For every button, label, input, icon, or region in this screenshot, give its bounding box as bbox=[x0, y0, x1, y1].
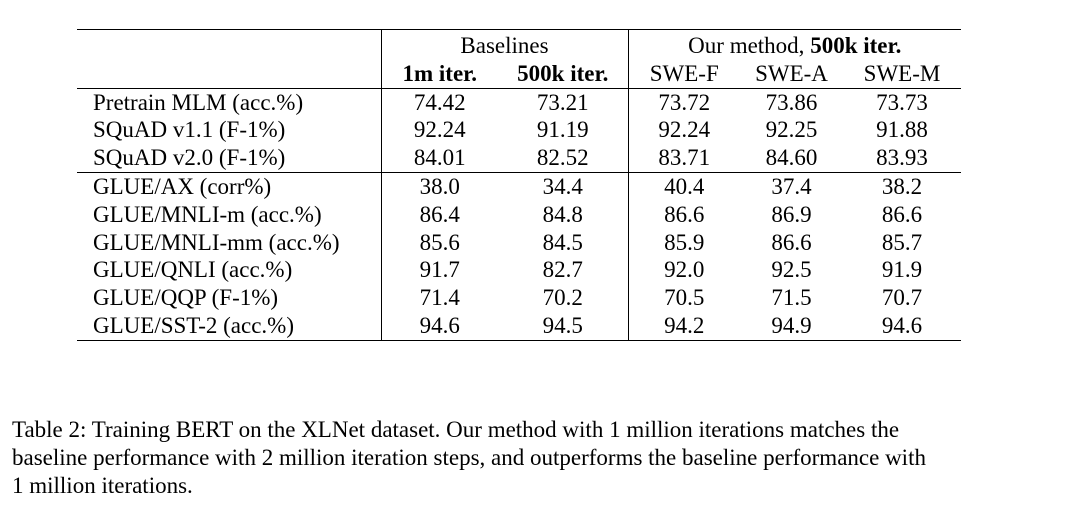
cell-value: 94.9 bbox=[740, 312, 843, 340]
cell-value: 86.4 bbox=[381, 201, 498, 229]
table-caption bbox=[12, 416, 1032, 500]
row-label: SQuAD v2.0 (F-1%) bbox=[93, 145, 286, 171]
table-row bbox=[77, 256, 961, 284]
cell-value: 73.72 bbox=[628, 88, 740, 116]
cell-value: 34.4 bbox=[498, 172, 628, 200]
row-label: GLUE/MNLI-m (acc.%) bbox=[93, 201, 322, 227]
col-header-swe-a: SWE-A bbox=[755, 60, 828, 86]
our-method-label: Our method, bbox=[688, 33, 811, 58]
column-header-row bbox=[77, 60, 961, 88]
cell-value: 40.4 bbox=[628, 172, 740, 200]
cell-value: 85.6 bbox=[381, 229, 498, 257]
group-header-row bbox=[77, 30, 961, 60]
cell-value: 85.9 bbox=[628, 229, 740, 257]
col-header-1m-iter: 1m iter. bbox=[381, 60, 498, 88]
table-row bbox=[77, 229, 961, 257]
cell-value: 91.7 bbox=[381, 256, 498, 284]
our-method-iter-label: 500k iter. bbox=[810, 33, 902, 58]
cell-value: 86.6 bbox=[771, 229, 812, 255]
row-label: GLUE/AX (corr%) bbox=[77, 172, 381, 200]
cell-value: 94.6 bbox=[843, 312, 961, 340]
table-row bbox=[77, 201, 961, 229]
cell-value: 92.25 bbox=[765, 117, 818, 143]
table-row bbox=[77, 116, 961, 144]
cell-value: 74.42 bbox=[381, 88, 498, 116]
cell-value: 82.7 bbox=[542, 257, 583, 283]
row-label: Pretrain MLM (acc.%) bbox=[77, 88, 381, 116]
row-label: SQuAD v1.1 (F-1%) bbox=[93, 117, 286, 143]
cell-value: 86.9 bbox=[771, 201, 812, 227]
cell-value: 94.2 bbox=[628, 312, 740, 340]
caption-line-3: 1 million iterations. bbox=[12, 473, 193, 498]
table-row bbox=[77, 284, 961, 312]
cell-value: 71.4 bbox=[381, 284, 498, 312]
table-row bbox=[77, 88, 961, 116]
cell-value: 92.0 bbox=[628, 256, 740, 284]
cell-value: 84.8 bbox=[542, 201, 583, 227]
cell-value: 71.5 bbox=[771, 285, 812, 311]
cell-value: 91.9 bbox=[881, 257, 923, 283]
cell-value: 85.7 bbox=[881, 229, 923, 255]
cell-value: 86.6 bbox=[881, 201, 923, 227]
cell-value: 84.5 bbox=[542, 229, 583, 255]
cell-value: 92.24 bbox=[381, 116, 498, 144]
cell-value: 84.60 bbox=[765, 145, 818, 171]
results-table-container bbox=[77, 29, 961, 341]
row-label: GLUE/SST-2 (acc.%) bbox=[77, 312, 381, 340]
results-table bbox=[77, 29, 961, 341]
cell-value: 84.01 bbox=[381, 144, 498, 172]
cell-value: 92.24 bbox=[628, 116, 740, 144]
col-header-swe-f: SWE-F bbox=[628, 60, 740, 88]
caption-line-1: Table 2: Training BERT on the XLNet dataset. Our method with 1 million iterations matches the bbox=[12, 417, 900, 442]
cell-value: 38.2 bbox=[843, 172, 961, 200]
cell-value: 92.5 bbox=[771, 257, 812, 283]
cell-value: 86.6 bbox=[628, 201, 740, 229]
our-method-group-header bbox=[628, 30, 961, 60]
cell-value: 83.71 bbox=[628, 144, 740, 172]
empty-corner-cell bbox=[77, 30, 381, 60]
cell-value: 70.5 bbox=[628, 284, 740, 312]
cell-value: 73.86 bbox=[740, 88, 843, 116]
row-label: GLUE/QQP (F-1%) bbox=[93, 285, 279, 311]
cell-value: 73.21 bbox=[498, 88, 628, 116]
cell-value: 91.19 bbox=[536, 117, 589, 143]
cell-value: 73.73 bbox=[843, 88, 961, 116]
caption-line-2: baseline performance with 2 million iteration steps, and outperforms the baseline performance with bbox=[12, 445, 926, 470]
cell-value: 83.93 bbox=[876, 145, 928, 171]
table-row bbox=[77, 312, 961, 340]
cell-value: 70.7 bbox=[881, 285, 923, 311]
cell-value: 94.6 bbox=[381, 312, 498, 340]
cell-value: 70.2 bbox=[542, 285, 583, 311]
cell-value: 82.52 bbox=[536, 145, 589, 171]
cell-value: 38.0 bbox=[381, 172, 498, 200]
cell-value: 94.5 bbox=[498, 312, 628, 340]
cell-value: 91.88 bbox=[876, 117, 928, 143]
row-label: GLUE/QNLI (acc.%) bbox=[93, 257, 293, 283]
row-label: GLUE/MNLI-mm (acc.%) bbox=[93, 229, 340, 255]
baselines-group-header: Baselines bbox=[381, 30, 628, 60]
table-row bbox=[77, 144, 961, 172]
col-header-swe-m: SWE-M bbox=[863, 60, 941, 86]
empty-label-header bbox=[77, 60, 381, 88]
col-header-500k-iter: 500k iter. bbox=[517, 60, 609, 86]
table-row bbox=[77, 172, 961, 200]
cell-value: 37.4 bbox=[740, 172, 843, 200]
